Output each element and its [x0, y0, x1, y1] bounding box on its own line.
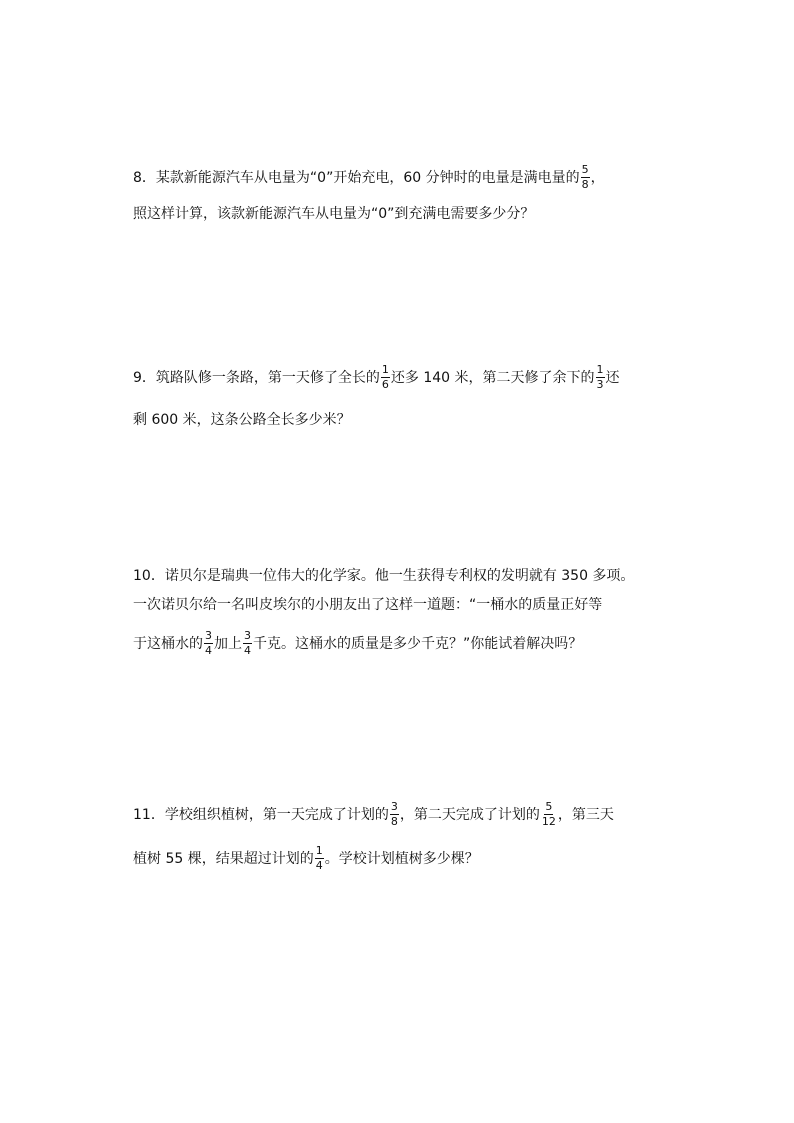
q11-text: 11．学校组织植树，第一天完成了计划的: [133, 807, 389, 823]
q11-text: 植树 55 棵，结果超过计划的: [133, 851, 314, 867]
q9-text: 还: [605, 370, 620, 386]
q9-line-2: [133, 400, 351, 440]
q11-text: 。学校计划植树多少棵？: [324, 851, 479, 867]
q8-fraction-5-8: $\frac{5}{8}$: [581, 162, 589, 191]
q11-line-1: [133, 795, 614, 835]
q8-line-2: [133, 194, 534, 234]
q8-line-1: [133, 158, 605, 198]
q9-text: 9．筑路队修一条路，第一天修了全长的: [133, 370, 380, 386]
q9-text: 还多 140 米，第二天修了余下的: [390, 370, 595, 386]
q9-text: 剩 600 米，这条公路全长多少米？: [133, 412, 351, 428]
q10-text: 一次诺贝尔给一名叫皮埃尔的小朋友出了这样一道题：“一桶水的质量正好等: [133, 597, 603, 613]
q10-text: 千克。这桶水的质量是多少千克？”你能试着解决吗？: [253, 636, 583, 652]
q8-text: 8．某款新能源汽车从电量为“0”开始充电，60 分钟时的电量是满电量的: [133, 170, 580, 186]
q9-fraction-1-3: $\frac{1}{3}$: [596, 362, 604, 391]
q10-line-2: [133, 585, 602, 625]
q10-line-3: [133, 624, 582, 664]
q10-text: 加上: [214, 636, 242, 652]
q11-fraction-5-12: $\frac{5}{12}$: [541, 799, 556, 828]
q10-fraction-3-4-a: $\frac{3}{4}$: [205, 628, 212, 657]
q9-line-1: [133, 358, 620, 398]
q10-fraction-3-4-b: $\frac{3}{4}$: [244, 628, 251, 657]
q11-line-2: [133, 839, 479, 879]
q11-text: ，第三天: [557, 807, 614, 823]
q8-text: ，: [590, 170, 605, 186]
q8-text: 照这样计算，该款新能源汽车从电量为“0”到充满电需要多少分？: [133, 206, 535, 222]
q11-fraction-1-4: $\frac{1}{4}$: [315, 843, 323, 872]
q10-text: 10．诺贝尔是瑞典一位伟大的化学家。他一生获得专利权的发明就有 350 多项。: [133, 568, 635, 584]
q11-fraction-3-8: $\frac{3}{8}$: [390, 799, 398, 828]
q11-text: ，第二天完成了计划的: [399, 807, 540, 823]
q9-fraction-1-6: $\frac{1}{6}$: [381, 362, 389, 391]
q10-text: 于这桶水的: [133, 636, 203, 652]
